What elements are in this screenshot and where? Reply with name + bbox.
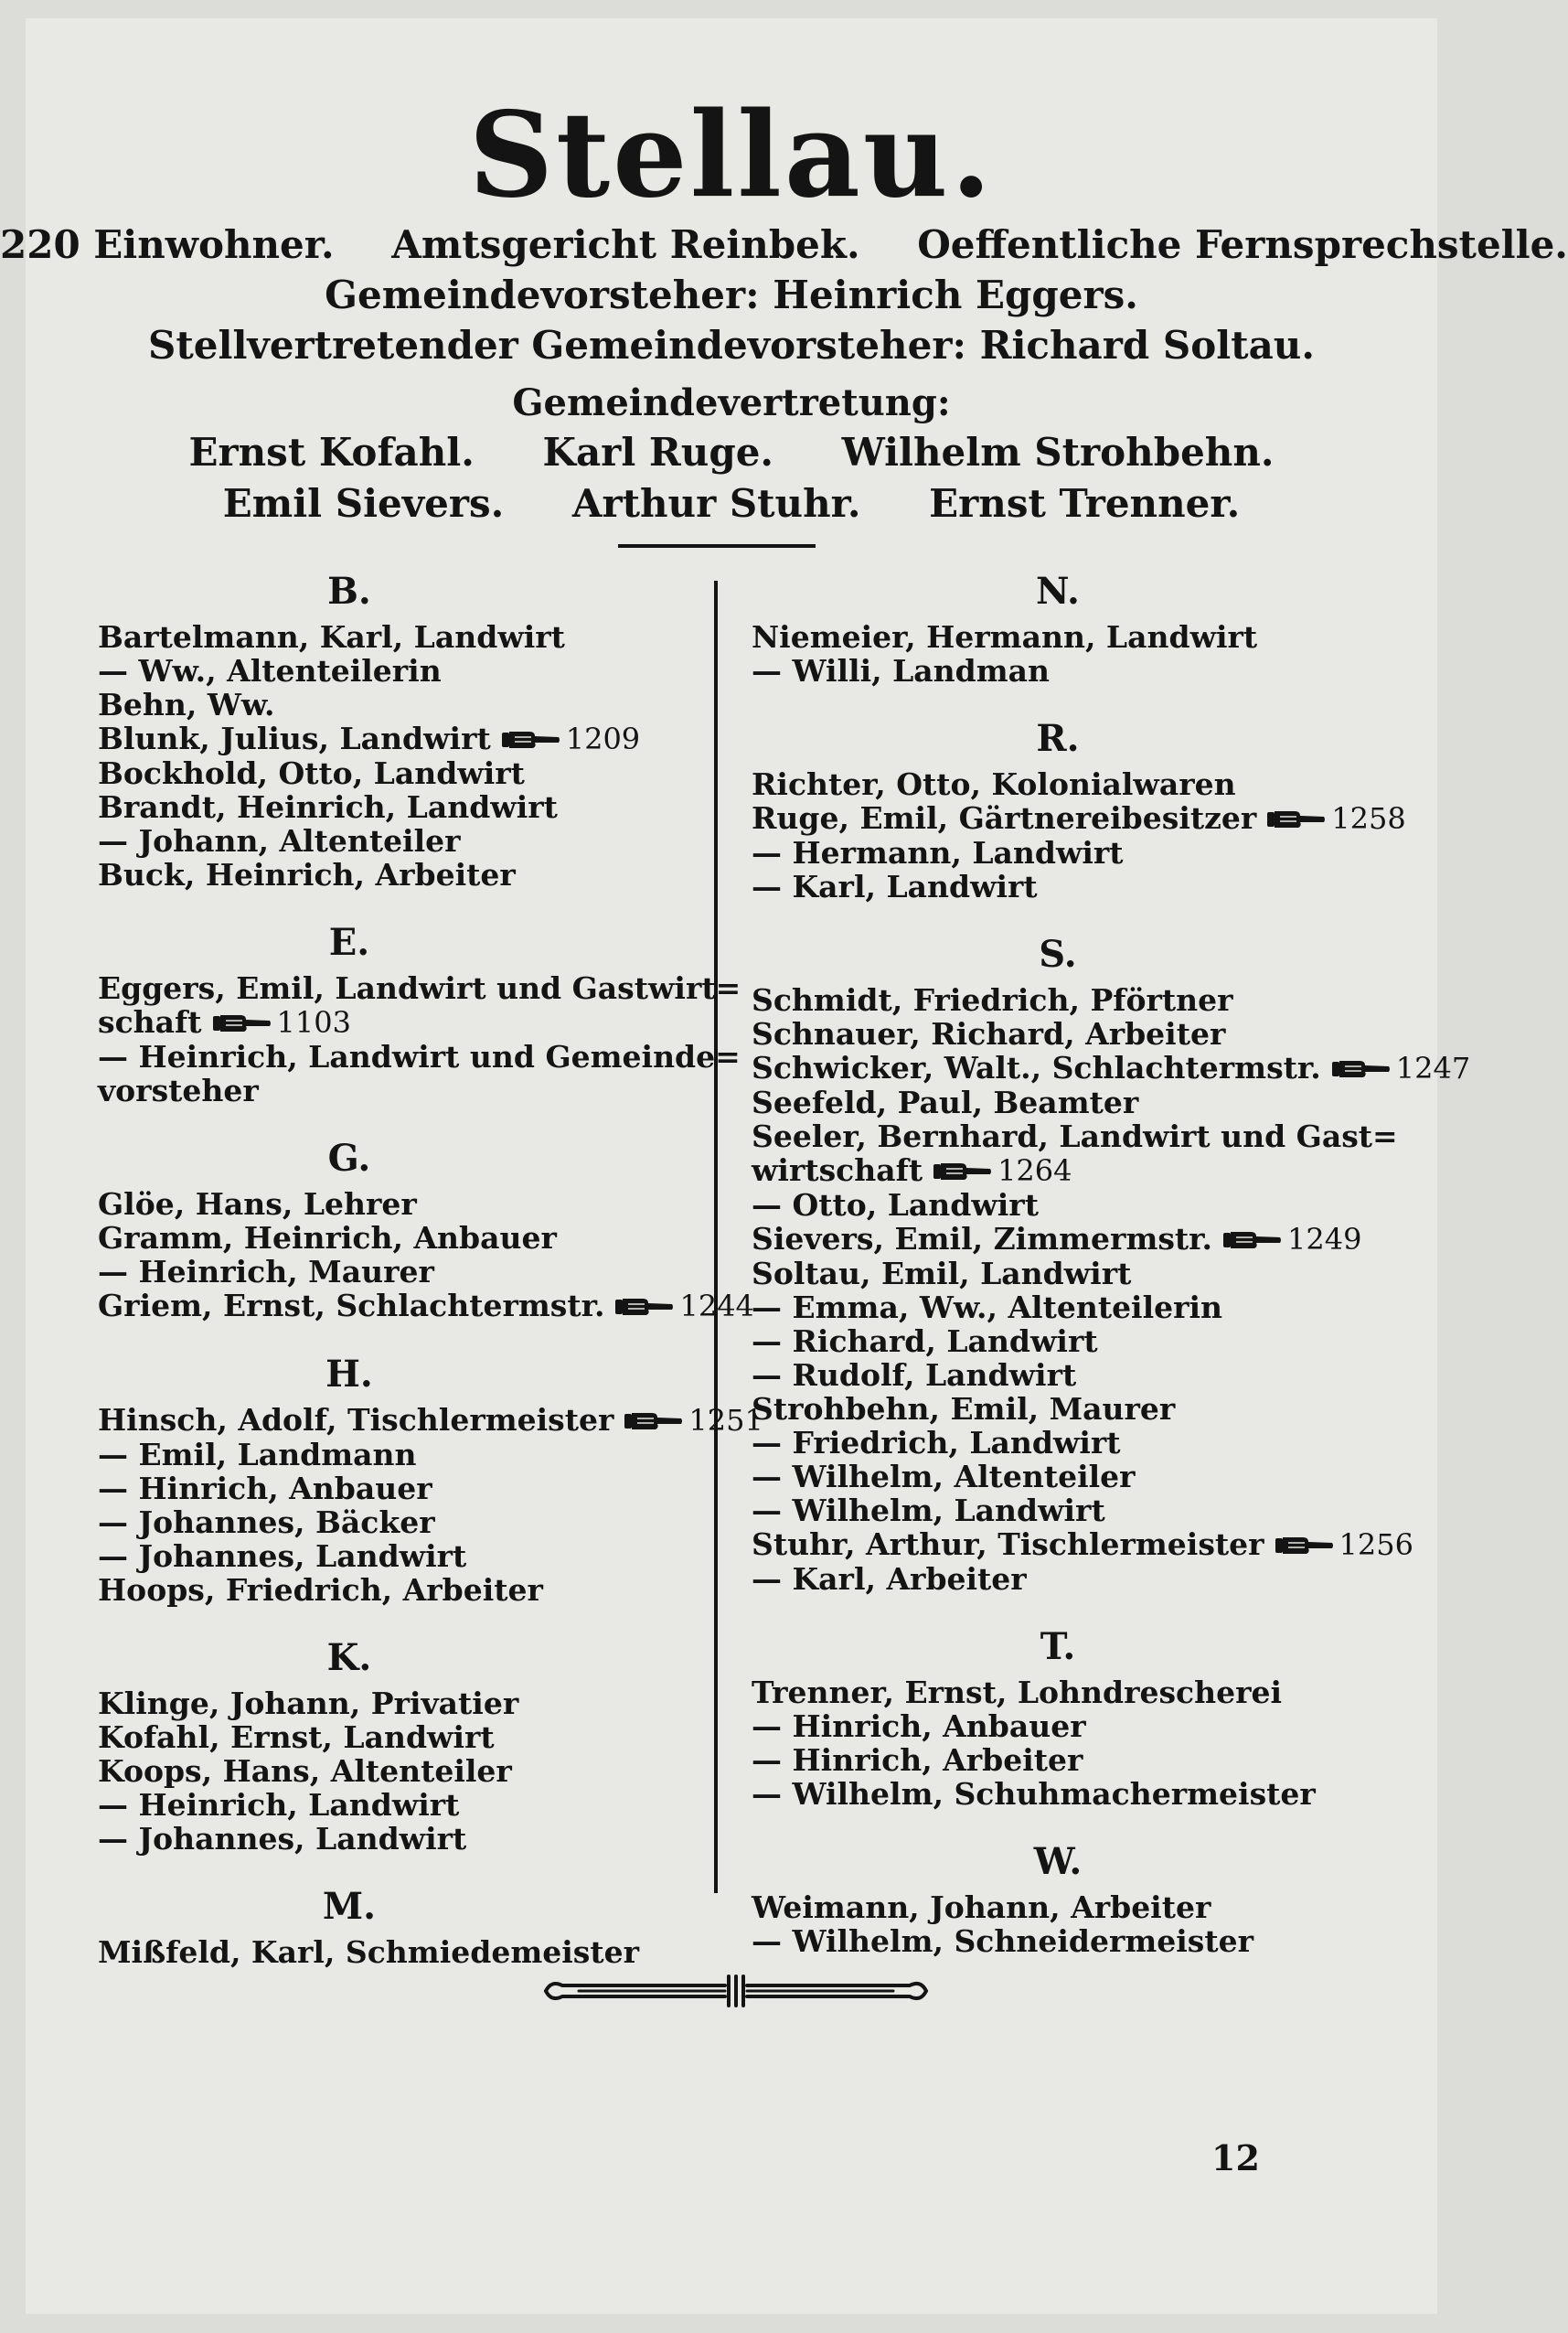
entry-text: Gramm, Heinrich, Anbauer bbox=[98, 1220, 557, 1256]
directory-entry bbox=[98, 688, 720, 722]
entry-text: Bockhold, Otto, Landwirt bbox=[98, 755, 525, 791]
directory-entry bbox=[752, 1743, 1392, 1777]
header-line-1 bbox=[0, 222, 1568, 267]
directory-entry bbox=[98, 1686, 720, 1720]
phone-number: 1256 bbox=[1339, 1527, 1413, 1562]
section-letter: S. bbox=[1039, 933, 1077, 976]
directory-entry bbox=[752, 1188, 1392, 1222]
entry-text: Brandt, Heinrich, Landwirt bbox=[98, 789, 558, 825]
entry-text: Sievers, Emil, Zimmermstr. bbox=[752, 1221, 1213, 1257]
directory-entry bbox=[752, 1050, 1471, 1086]
entry-text: Kofahl, Ernst, Landwirt bbox=[98, 1719, 495, 1755]
entry-text: Blunk, Julius, Landwirt bbox=[98, 721, 491, 756]
telephone-text: Oeffentliche Fernsprechstelle. bbox=[917, 222, 1568, 267]
directory-entry bbox=[752, 1526, 1413, 1562]
entry-text: — Hinrich, Arbeiter bbox=[752, 1742, 1083, 1778]
phone-number: 1103 bbox=[276, 1005, 351, 1040]
section-letter: R. bbox=[1036, 717, 1080, 760]
entry-text: — Heinrich, Landwirt bbox=[98, 1787, 460, 1823]
pointing-hand-icon bbox=[502, 727, 560, 753]
entry-text: Richter, Otto, Kolonialwaren bbox=[752, 766, 1236, 802]
directory-entry bbox=[752, 1890, 1392, 1924]
entry-text: — Karl, Arbeiter bbox=[752, 1561, 1027, 1597]
directory-entry bbox=[752, 1493, 1392, 1527]
pointing-hand-icon bbox=[615, 1294, 674, 1320]
entry-text: — Hinrich, Anbauer bbox=[752, 1708, 1086, 1744]
directory-entry bbox=[752, 1358, 1392, 1392]
entry-text: Buck, Heinrich, Arbeiter bbox=[98, 857, 516, 893]
directory-entry bbox=[98, 1720, 720, 1754]
directory-entry bbox=[98, 1005, 720, 1040]
pointing-hand-icon bbox=[213, 1011, 272, 1036]
section-letter: E. bbox=[328, 921, 370, 964]
section-gap bbox=[752, 688, 1392, 710]
entry-text: — Wilhelm, Altenteiler bbox=[752, 1459, 1136, 1494]
directory-entry bbox=[752, 1324, 1392, 1358]
directory-entry bbox=[98, 1221, 720, 1255]
entry-text: Hinsch, Adolf, Tischlermeister bbox=[98, 1402, 614, 1438]
directory-entry bbox=[98, 1074, 720, 1108]
entry-text: Hoops, Friedrich, Arbeiter bbox=[98, 1572, 543, 1608]
directory-entry bbox=[752, 1118, 1398, 1154]
council-members-row-2 bbox=[0, 481, 1463, 526]
pointing-hand-icon bbox=[933, 1159, 992, 1184]
directory-entry bbox=[752, 620, 1392, 654]
entry-text: Schmidt, Friedrich, Pförtner bbox=[752, 982, 1233, 1018]
entry-text: — Johannes, Bäcker bbox=[98, 1504, 435, 1540]
entry-text: Koops, Hans, Altenteiler bbox=[98, 1753, 512, 1789]
directory-entry bbox=[98, 1539, 720, 1573]
entry-text: Schnauer, Richard, Arbeiter bbox=[752, 1016, 1226, 1052]
entry-text: Schwicker, Walt., Schlachtermstr. bbox=[752, 1050, 1321, 1086]
directory-entry bbox=[752, 1086, 1392, 1119]
directory-entry bbox=[752, 1460, 1392, 1493]
council-member: Wilhelm Strohbehn. bbox=[841, 430, 1275, 475]
directory-entry bbox=[752, 1924, 1392, 1958]
council-member: Arthur Stuhr. bbox=[571, 481, 861, 526]
section-letter: M. bbox=[322, 1885, 377, 1928]
entry-text: — Wilhelm, Landwirt bbox=[752, 1493, 1105, 1528]
entry-text: Klinge, Johann, Privatier bbox=[98, 1686, 519, 1721]
council-members-row-1 bbox=[0, 430, 1463, 475]
entry-text: Soltau, Emil, Landwirt bbox=[752, 1256, 1132, 1291]
directory-entry bbox=[98, 654, 720, 688]
phone-number: 1247 bbox=[1395, 1051, 1471, 1086]
court-text: Amtsgericht Reinbek. bbox=[391, 222, 860, 267]
directory-entry bbox=[98, 1573, 720, 1607]
section-gap bbox=[752, 904, 1392, 926]
council-member: Ernst Kofahl. bbox=[188, 430, 475, 475]
council-member: Karl Ruge. bbox=[542, 430, 774, 475]
directory-entry bbox=[98, 722, 720, 756]
header-line-3: Stellvertretender Gemeindevorsteher: Richard Soltau. bbox=[148, 323, 1315, 368]
section-gap bbox=[98, 1607, 720, 1629]
section-gap bbox=[98, 1108, 720, 1129]
directory-entry bbox=[752, 983, 1392, 1017]
entry-text: — Ww., Altenteilerin bbox=[98, 653, 442, 689]
directory-entry bbox=[752, 1675, 1392, 1709]
pointing-hand-icon bbox=[624, 1408, 683, 1434]
phone-number: 1249 bbox=[1287, 1222, 1362, 1257]
entry-text: Seeler, Bernhard, Landwirt und Gast= bbox=[752, 1118, 1398, 1154]
entry-text: Glöe, Hans, Lehrer bbox=[98, 1186, 417, 1222]
left-column bbox=[98, 562, 763, 1970]
entry-text: Strohbehn, Emil, Maurer bbox=[752, 1391, 1176, 1427]
entry-text: Seefeld, Paul, Beamter bbox=[752, 1085, 1139, 1120]
phone-number: 1258 bbox=[1331, 801, 1406, 836]
pointing-hand-icon bbox=[1267, 807, 1326, 832]
directory-entry bbox=[752, 800, 1406, 836]
entry-text: — Heinrich, Maurer bbox=[98, 1254, 434, 1290]
directory-entry bbox=[752, 836, 1392, 870]
directory-entry bbox=[98, 1288, 754, 1323]
directory-entry bbox=[98, 1822, 720, 1856]
population-text: 220 Einwohner. bbox=[0, 222, 335, 267]
entry-text: wirtschaft bbox=[752, 1152, 923, 1188]
entry-text: Trenner, Ernst, Lohndrescherei bbox=[752, 1675, 1283, 1710]
directory-entry bbox=[752, 767, 1392, 801]
directory-entry bbox=[98, 1788, 720, 1822]
entry-text: Mißfeld, Karl, Schmiedemeister bbox=[98, 1934, 639, 1970]
directory-entry bbox=[98, 1402, 763, 1438]
directory-entry bbox=[752, 1257, 1392, 1290]
directory-entry bbox=[98, 1255, 720, 1289]
directory-entry bbox=[98, 1472, 720, 1505]
phone-number: 1244 bbox=[679, 1289, 754, 1323]
entry-text: — Wilhelm, Schneidermeister bbox=[752, 1923, 1254, 1959]
directory-entry bbox=[752, 1222, 1392, 1257]
entry-text: schaft bbox=[98, 1004, 202, 1040]
directory-entry bbox=[98, 824, 720, 858]
directory-entry bbox=[752, 1426, 1392, 1460]
phone-number: 1251 bbox=[688, 1403, 763, 1438]
entry-text: — Emma, Ww., Altenteilerin bbox=[752, 1290, 1223, 1325]
entry-text: — Emil, Landmann bbox=[98, 1437, 417, 1472]
section-letter: G. bbox=[327, 1137, 371, 1180]
section-gap bbox=[752, 1811, 1392, 1833]
directory-entry bbox=[752, 654, 1392, 688]
pointing-hand-icon bbox=[1275, 1533, 1334, 1558]
header-rule bbox=[618, 544, 816, 548]
section-letter: T. bbox=[1040, 1625, 1076, 1668]
entry-text: Eggers, Emil, Landwirt und Gastwirt= bbox=[98, 970, 741, 1006]
section-gap bbox=[98, 1323, 720, 1345]
directory-entry bbox=[98, 790, 720, 824]
page-title: Stellau. bbox=[468, 87, 995, 224]
entry-text: — Heinrich, Landwirt und Gemeinde= bbox=[98, 1039, 741, 1075]
directory-entry bbox=[752, 1562, 1392, 1596]
directory-entry bbox=[98, 1187, 720, 1221]
entry-text: Niemeier, Hermann, Landwirt bbox=[752, 619, 1258, 655]
entry-text: — Rudolf, Landwirt bbox=[752, 1357, 1077, 1393]
entry-text: — Johann, Altenteiler bbox=[98, 823, 461, 859]
page-number: 12 bbox=[1211, 2137, 1260, 2178]
section-gap bbox=[98, 892, 720, 914]
directory-entry bbox=[98, 1935, 720, 1969]
directory-entry bbox=[752, 1777, 1392, 1811]
entry-text: Behn, Ww. bbox=[98, 687, 275, 722]
directory-entry bbox=[752, 1392, 1392, 1426]
council-member: Ernst Trenner. bbox=[929, 481, 1241, 526]
council-member: Emil Sievers. bbox=[222, 481, 505, 526]
directory-entry bbox=[98, 620, 720, 654]
phone-number: 1264 bbox=[997, 1153, 1072, 1188]
directory-entry bbox=[752, 1709, 1392, 1743]
directory-entry bbox=[752, 1153, 1392, 1188]
directory-entry bbox=[752, 870, 1392, 904]
entry-text: — Wilhelm, Schuhmachermeister bbox=[752, 1776, 1316, 1812]
section-letter: K. bbox=[326, 1636, 372, 1679]
directory-entry bbox=[98, 1505, 720, 1539]
pointing-hand-icon bbox=[1223, 1227, 1282, 1253]
entry-text: — Willi, Landman bbox=[752, 653, 1051, 689]
directory-entry bbox=[752, 1017, 1392, 1051]
entry-text: Weimann, Johann, Arbeiter bbox=[752, 1889, 1211, 1925]
section-gap bbox=[98, 1856, 720, 1878]
directory-entry bbox=[98, 1039, 741, 1075]
entry-text: vorsteher bbox=[98, 1073, 259, 1108]
pointing-hand-icon bbox=[1332, 1056, 1391, 1082]
entry-text: Stuhr, Arthur, Tischlermeister bbox=[752, 1526, 1264, 1562]
directory-entry bbox=[98, 756, 720, 790]
header-line-2: Gemeindevorsteher: Heinrich Eggers. bbox=[325, 273, 1138, 317]
directory-entry bbox=[98, 858, 720, 892]
directory-entry bbox=[98, 970, 741, 1006]
entry-text: Bartelmann, Karl, Landwirt bbox=[98, 619, 565, 655]
section-letter: B. bbox=[327, 570, 371, 613]
section-letter: W. bbox=[1033, 1840, 1083, 1883]
entry-text: — Friedrich, Landwirt bbox=[752, 1425, 1121, 1461]
section-letter: N. bbox=[1036, 570, 1080, 613]
entry-text: — Johannes, Landwirt bbox=[98, 1538, 467, 1574]
entry-text: Griem, Ernst, Schlachtermstr. bbox=[98, 1288, 605, 1323]
directory-entry bbox=[752, 1290, 1392, 1324]
phone-number: 1209 bbox=[565, 722, 641, 756]
council-heading: Gemeindevertretung: bbox=[512, 381, 951, 424]
section-letter: H. bbox=[325, 1353, 373, 1396]
entry-text: — Johannes, Landwirt bbox=[98, 1821, 467, 1857]
entry-text: — Hermann, Landwirt bbox=[752, 835, 1124, 871]
entry-text: — Hinrich, Anbauer bbox=[98, 1471, 432, 1506]
entry-text: — Otto, Landwirt bbox=[752, 1187, 1039, 1223]
section-gap bbox=[752, 1596, 1392, 1618]
directory-entry bbox=[98, 1754, 720, 1788]
entry-text: Ruge, Emil, Gärtnereibesitzer bbox=[752, 800, 1257, 836]
entry-text: — Richard, Landwirt bbox=[752, 1323, 1098, 1359]
ornament-divider bbox=[542, 1973, 930, 2009]
directory-entry bbox=[98, 1438, 720, 1472]
entry-text: — Karl, Landwirt bbox=[752, 869, 1038, 904]
right-column bbox=[752, 562, 1471, 1959]
